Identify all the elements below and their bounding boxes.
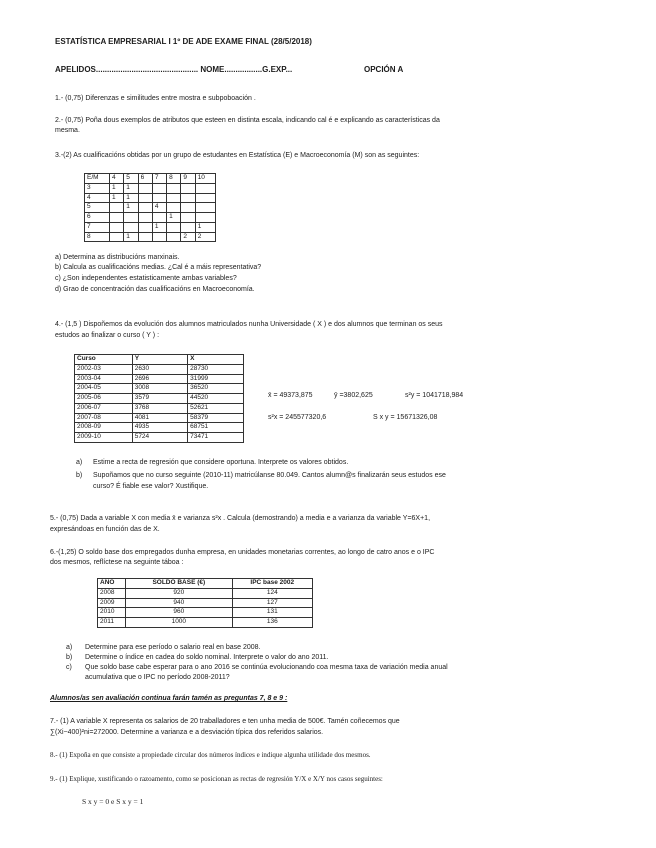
table-cell: 3579	[132, 394, 187, 404]
table-row	[98, 588, 313, 598]
table-row	[75, 355, 244, 365]
table-cell	[152, 193, 166, 203]
table-cell	[167, 203, 181, 213]
grades-table	[84, 173, 216, 242]
table-cell: 7	[85, 222, 110, 232]
enrolment-table	[74, 354, 244, 443]
table-cell: 4	[110, 174, 124, 184]
question-6-line2: dos mesmos, reflíctese na seguinte táboa :	[50, 559, 184, 566]
table-row	[98, 598, 313, 608]
table-cell: 960	[126, 608, 233, 618]
table-cell: 1	[167, 213, 181, 223]
table-cell	[181, 213, 195, 223]
table-row	[85, 213, 216, 223]
table-cell: Curso	[75, 355, 133, 365]
table-cell	[138, 203, 152, 213]
table-cell	[181, 203, 195, 213]
table-cell: 44520	[188, 394, 244, 404]
table-cell: 136	[232, 618, 312, 628]
question-3b: b) Calcula as cualificacións medias. ¿Cal é a máis representativa?	[55, 264, 262, 271]
x-variance: s²x = 245577320,6	[268, 414, 327, 421]
question-5-line2: expresándoas en función das de X.	[50, 526, 160, 533]
table-row	[75, 423, 244, 433]
table-cell	[138, 193, 152, 203]
list-marker: c)	[66, 664, 72, 671]
question-2-line2: mesma.	[55, 127, 80, 134]
table-cell	[195, 213, 215, 223]
table-cell: 2005-06	[75, 394, 133, 404]
table-cell: Y	[132, 355, 187, 365]
table-cell	[181, 222, 195, 232]
table-row	[98, 579, 313, 589]
list-marker: b)	[76, 472, 83, 479]
table-cell: 8	[167, 174, 181, 184]
table-cell: 124	[232, 588, 312, 598]
table-row	[75, 394, 244, 404]
table-cell	[181, 193, 195, 203]
question-4-line1: 4.- (1,5 ) Dispoñemos da evolución dos alumnos matriculados nunha Universidade ( X ) e dos alumnos que terminan os seus	[55, 321, 443, 328]
table-cell: 940	[126, 598, 233, 608]
table-cell: 2011	[98, 618, 126, 628]
table-cell: 2009	[98, 598, 126, 608]
continuous-assessment-note: Alumnos/as sen avaliación continua farán tamén as preguntas 7, 8 e 9 :	[50, 695, 288, 702]
table-cell: 2	[181, 232, 195, 242]
table-cell: 7	[152, 174, 166, 184]
table-cell: 2007-08	[75, 413, 133, 423]
table-row	[98, 618, 313, 628]
covariance: S x y = 15671326,08	[373, 414, 438, 421]
table-cell: 1	[195, 222, 215, 232]
table-cell: 2630	[132, 364, 187, 374]
question-1: 1.- (0,75) Diferenzas e similitudes entre mostra e subpoboación .	[55, 95, 256, 102]
table-cell: 31999	[188, 374, 244, 384]
table-cell: 1	[152, 222, 166, 232]
table-cell	[152, 213, 166, 223]
table-cell	[167, 183, 181, 193]
table-cell: 1	[110, 183, 124, 193]
question-3c: c) ¿Son independentes estatisticamente ambas variables?	[55, 275, 237, 282]
table-cell: 3	[85, 183, 110, 193]
table-cell	[110, 222, 124, 232]
table-row	[85, 174, 216, 184]
table-cell: 10	[195, 174, 215, 184]
table-cell: 5	[124, 174, 138, 184]
table-cell	[138, 213, 152, 223]
table-cell	[124, 222, 138, 232]
table-cell: 127	[232, 598, 312, 608]
table-cell: 8	[85, 232, 110, 242]
table-cell	[195, 193, 215, 203]
table-row	[85, 193, 216, 203]
table-cell	[167, 193, 181, 203]
table-cell	[167, 232, 181, 242]
table-cell	[110, 203, 124, 213]
table-row	[75, 384, 244, 394]
table-row	[75, 433, 244, 443]
table-cell	[138, 222, 152, 232]
table-cell: 28730	[188, 364, 244, 374]
table-cell: 2010	[98, 608, 126, 618]
table-cell: X	[188, 355, 244, 365]
list-marker: b)	[66, 654, 73, 661]
table-cell	[152, 183, 166, 193]
table-cell	[167, 222, 181, 232]
table-cell	[138, 183, 152, 193]
table-row	[75, 364, 244, 374]
table-row	[75, 374, 244, 384]
table-cell: 9	[181, 174, 195, 184]
question-2-line1: 2.- (0,75) Poña dous exemplos de atributos que esteen en distinta escala, indicando cal é e explicando as características da	[55, 117, 440, 124]
table-cell: 6	[138, 174, 152, 184]
table-cell	[195, 203, 215, 213]
table-cell: 2008	[98, 588, 126, 598]
salary-table	[97, 578, 313, 628]
question-4b-line1: Supoñamos que no curso seguinte (2010-11) matricúlanse 80.049. Cantos alumn@s finalizarán seus estudos ese	[93, 472, 446, 479]
x-mean: x̄ = 49373,875	[268, 392, 313, 399]
table-cell	[181, 183, 195, 193]
table-row	[85, 183, 216, 193]
question-3d: d) Grao de concentración das cualificacións en Macroeconomía.	[55, 286, 255, 293]
table-cell: 2003-04	[75, 374, 133, 384]
table-cell: 3008	[132, 384, 187, 394]
table-cell: 5	[85, 203, 110, 213]
table-cell	[110, 213, 124, 223]
table-cell: 6	[85, 213, 110, 223]
table-cell: 73471	[188, 433, 244, 443]
table-cell: 2006-07	[75, 403, 133, 413]
table-cell: 1	[110, 193, 124, 203]
question-3-intro: 3.-(2) As cualificacións obtidas por un grupo de estudantes en Estatística (E) e Macroeconomía (M) son as seguintes:	[55, 152, 420, 159]
table-cell: 2004-05	[75, 384, 133, 394]
question-5-line1: 5.- (0,75) Dada a variable X con media x̄ e varianza s²x . Calcula (demostrando) a media e a varianza da variable Y=6X+1,	[50, 515, 431, 522]
table-cell: 36520	[188, 384, 244, 394]
question-4-line2: estudos ao finalizar o curso ( Y ) :	[55, 332, 160, 339]
question-3a: a) Determina as distribucións marxinais.	[55, 254, 180, 261]
list-marker: a)	[76, 459, 83, 466]
table-cell: E/M	[85, 174, 110, 184]
question-6b: Determine o índice en cadea do soldo nominal. Interprete o valor do ano 2011.	[85, 654, 329, 661]
table-cell	[124, 213, 138, 223]
table-cell: 920	[126, 588, 233, 598]
table-cell	[195, 183, 215, 193]
question-6c-line1: Que soldo base cabe esperar para o ano 2016 se continúa evolucionando coa mesma taxa de variación media anual	[85, 664, 448, 671]
table-cell: 4	[85, 193, 110, 203]
table-cell: 1	[124, 232, 138, 242]
table-cell: 2008-09	[75, 423, 133, 433]
table-cell: 58379	[188, 413, 244, 423]
table-cell: SOLDO BASE (€)	[126, 579, 233, 589]
student-fields: APELIDOS.............................................. NOME.................G.EXP...	[55, 65, 293, 74]
question-7-line2: ∑(Xi−400)²ni=272000. Determine a varianza e a desviación típica dos referidos salarios.	[50, 729, 324, 736]
table-cell: 2009-10	[75, 433, 133, 443]
question-4a: Estime a recta de regresión que considere oportuna. Interprete os valores obtidos.	[93, 459, 349, 466]
table-cell	[110, 232, 124, 242]
table-cell	[138, 232, 152, 242]
table-row	[75, 413, 244, 423]
table-row	[75, 403, 244, 413]
table-cell: 3768	[132, 403, 187, 413]
question-9: 9.- (1) Explique, xustificando o razoamento, como se posicionan as rectas de regresión Y/X e X/Y nos casos seguintes:	[50, 775, 383, 783]
table-cell: 2	[195, 232, 215, 242]
table-cell: 52621	[188, 403, 244, 413]
table-cell: 1	[124, 183, 138, 193]
table-cell: IPC base 2002	[232, 579, 312, 589]
table-row	[98, 608, 313, 618]
table-cell: 1	[124, 203, 138, 213]
table-row	[85, 222, 216, 232]
table-cell: 1	[124, 193, 138, 203]
table-cell	[152, 232, 166, 242]
table-cell: ANO	[98, 579, 126, 589]
table-cell: 68751	[188, 423, 244, 433]
question-8: 8.- (1) Expoña en que consiste a propiedade circular dos números índices e indique algunha utilidade dos mesmos.	[50, 751, 371, 759]
table-cell: 2002-03	[75, 364, 133, 374]
question-6-line1: 6.-(1,25) O soldo base dos empregados dunha empresa, en unidades monetarias correntes, ao longo de catro anos e o IPC	[50, 549, 435, 556]
table-cell: 131	[232, 608, 312, 618]
table-cell: 4081	[132, 413, 187, 423]
list-marker: a)	[66, 644, 73, 651]
table-cell: 4935	[132, 423, 187, 433]
question-9-cases: S x y = 0 e S x y = 1	[82, 797, 144, 806]
question-4b-line2: curso? É fiable ese valor? Xustifique.	[93, 483, 209, 490]
table-cell: 5724	[132, 433, 187, 443]
table-row	[85, 203, 216, 213]
table-cell: 1000	[126, 618, 233, 628]
table-cell: 4	[152, 203, 166, 213]
table-cell: 2696	[132, 374, 187, 384]
question-6c-line2: acumulativa que o IPC no período 2008-2011?	[85, 674, 230, 681]
exam-title: ESTATÍSTICA EMPRESARIAL I 1º DE ADE EXAME FINAL (28/5/2018)	[55, 37, 312, 46]
question-6a: Determine para ese período o salario real en base 2008.	[85, 644, 261, 651]
option-label: OPCIÓN A	[364, 65, 404, 74]
question-7-line1: 7.- (1) A variable X representa os salarios de 20 traballadores e ten unha media de 500€. Tamén coñecemos que	[50, 718, 400, 725]
table-row	[85, 232, 216, 242]
y-mean: ȳ =3802,625	[334, 392, 373, 399]
y-variance: s²y = 1041718,984	[405, 392, 464, 399]
